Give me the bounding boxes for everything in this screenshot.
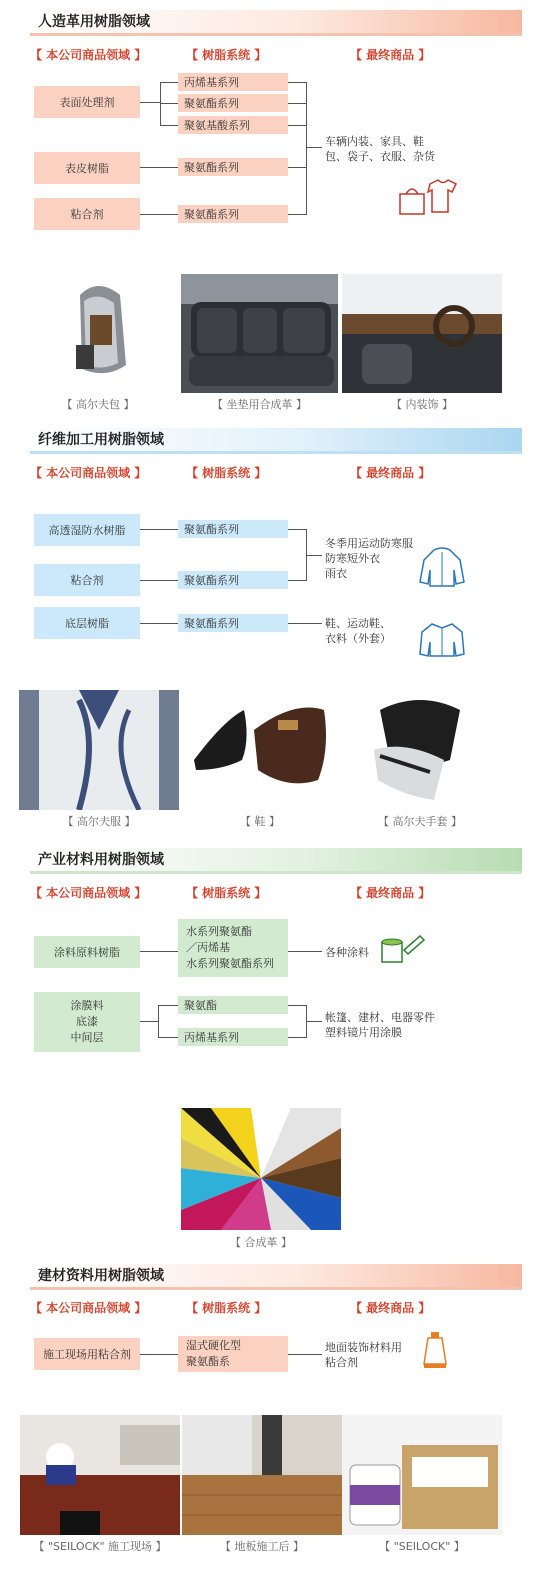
section-title-industrial: 产业材料用树脂领域 <box>30 848 522 874</box>
seilock-product-photo <box>342 1415 502 1535</box>
floor-finished-photo <box>182 1415 342 1535</box>
paint-can-icon <box>378 930 426 966</box>
golf-bag-photo <box>62 275 134 387</box>
caption-golf-gloves: 【 高尔夫手套 】 <box>378 815 462 828</box>
caption-golf-wear: 【 高尔夫服 】 <box>62 815 136 828</box>
source-adhesive: 粘合剂 <box>34 564 140 596</box>
source-skin-resin: 表皮树脂 <box>34 152 140 184</box>
resin-polyurethane: 聚氨酯 <box>178 996 288 1014</box>
header-resin-system: 【 树脂系统 】 <box>186 466 267 480</box>
products-list-1b: 包、袋子、衣服、杂货 <box>325 150 435 163</box>
header-final-products: 【 最终商品 】 <box>350 1301 431 1315</box>
source-adhesive: 粘合剂 <box>34 198 140 230</box>
caption-synthetic-leather: 【 合成革 】 <box>230 1236 292 1249</box>
source-surface-treatment: 表面处理剂 <box>34 86 140 118</box>
header-company-products: 【 本公司商品领域 】 <box>30 886 147 900</box>
source-primer: 底漆 <box>76 1015 98 1028</box>
section-title-building: 建材资料用树脂领域 <box>30 1264 522 1290</box>
header-final-products: 【 最终商品 】 <box>350 466 431 480</box>
resin-acrylic: 丙烯基系列 <box>178 73 288 91</box>
section-title-textile: 纤维加工用树脂领域 <box>30 428 522 454</box>
products-2b-line1: 鞋、运动鞋、 <box>325 617 391 630</box>
caption-shoes: 【 鞋 】 <box>240 815 280 828</box>
caption-floor-finished: 【 地板施工后 】 <box>220 1540 304 1553</box>
caption-seat-leather: 【 坐垫用合成革 】 <box>212 398 307 411</box>
products-2b-line2: 衣料（外套） <box>325 632 391 645</box>
resin-polyurethane-2: 聚氨酯系列 <box>178 571 288 589</box>
products-list-1a: 车辆内装、家具、鞋 <box>325 135 424 148</box>
source-coating-group <box>34 992 140 1052</box>
source-base-resin: 底层树脂 <box>34 607 140 639</box>
caption-golf-bag: 【 高尔夫包 】 <box>61 398 135 411</box>
resin-polyurethane-3: 聚氨酯系列 <box>178 614 288 632</box>
resin-polyurethane: 聚氨酯系列 <box>178 94 288 112</box>
products-4-line1: 地面装饰材料用 <box>325 1341 402 1354</box>
source-film-material: 涂膜料 <box>70 999 104 1012</box>
products-2a-line1: 冬季用运动防寒服 <box>325 537 413 550</box>
glue-tube-icon <box>418 1332 452 1372</box>
caption-interior: 【 内装饰 】 <box>391 398 453 411</box>
products-3a: 各种涂料 <box>325 946 369 959</box>
resin-water-polyurethane: 水系列聚氨酯 ／丙烯基 水系列聚氨酯系列 <box>178 919 288 977</box>
car-seat-photo <box>181 274 338 393</box>
source-intermediate-layer: 中间层 <box>70 1031 104 1044</box>
shoes-photo <box>184 690 336 810</box>
products-2a-line3: 雨衣 <box>325 567 347 580</box>
header-final-products: 【 最终商品 】 <box>350 886 431 900</box>
car-interior-photo <box>342 274 502 393</box>
source-waterproof-resin: 高透湿防水树脂 <box>34 514 140 546</box>
golf-wear-photo <box>19 690 179 810</box>
jacket-icon <box>418 620 466 658</box>
source-site-adhesive: 施工现场用粘合剂 <box>34 1338 140 1370</box>
section-title-leather: 人造革用树脂领域 <box>30 10 522 36</box>
bag-and-shirt-icon <box>396 176 460 218</box>
resin-polyamino-acid: 聚氨基酸系列 <box>178 116 288 134</box>
resin-polyurethane-3: 聚氨酯系列 <box>178 205 288 223</box>
resin-polyurethane: 聚氨酯系列 <box>178 520 288 538</box>
header-company-products: 【 本公司商品领域 】 <box>30 466 147 480</box>
products-4-line2: 粘合剂 <box>325 1356 358 1369</box>
rain-jacket-icon <box>418 546 466 588</box>
header-resin-system: 【 树脂系统 】 <box>186 1301 267 1315</box>
resin-moisture-cure-polyurethane: 湿式硬化型 聚氨酯系 <box>178 1336 288 1372</box>
header-company-products: 【 本公司商品领域 】 <box>30 1301 147 1315</box>
products-3b-line1: 帐篷、建材、电器零件 <box>325 1011 435 1024</box>
resin-polyurethane-2: 聚氨酯系列 <box>178 158 288 176</box>
resin-acrylic: 丙烯基系列 <box>178 1028 288 1046</box>
header-resin-system: 【 树脂系统 】 <box>186 48 267 62</box>
header-resin-system: 【 树脂系统 】 <box>186 886 267 900</box>
synthetic-leather-photo <box>181 1108 341 1230</box>
products-3b-line2: 塑料镜片用涂膜 <box>325 1026 402 1039</box>
caption-seilock: 【 "SEILOCK" 】 <box>379 1540 465 1553</box>
caption-seilock-site: 【 "SEILOCK" 施工现场 】 <box>33 1540 167 1553</box>
header-company-products: 【 本公司商品领域 】 <box>30 48 147 62</box>
header-final-products: 【 最终商品 】 <box>350 48 431 62</box>
golf-gloves-photo <box>360 690 480 810</box>
source-coating-raw-resin: 涂料原料树脂 <box>34 936 140 968</box>
seilock-site-photo <box>20 1415 180 1535</box>
products-2a-line2: 防寒短外衣 <box>325 552 380 565</box>
